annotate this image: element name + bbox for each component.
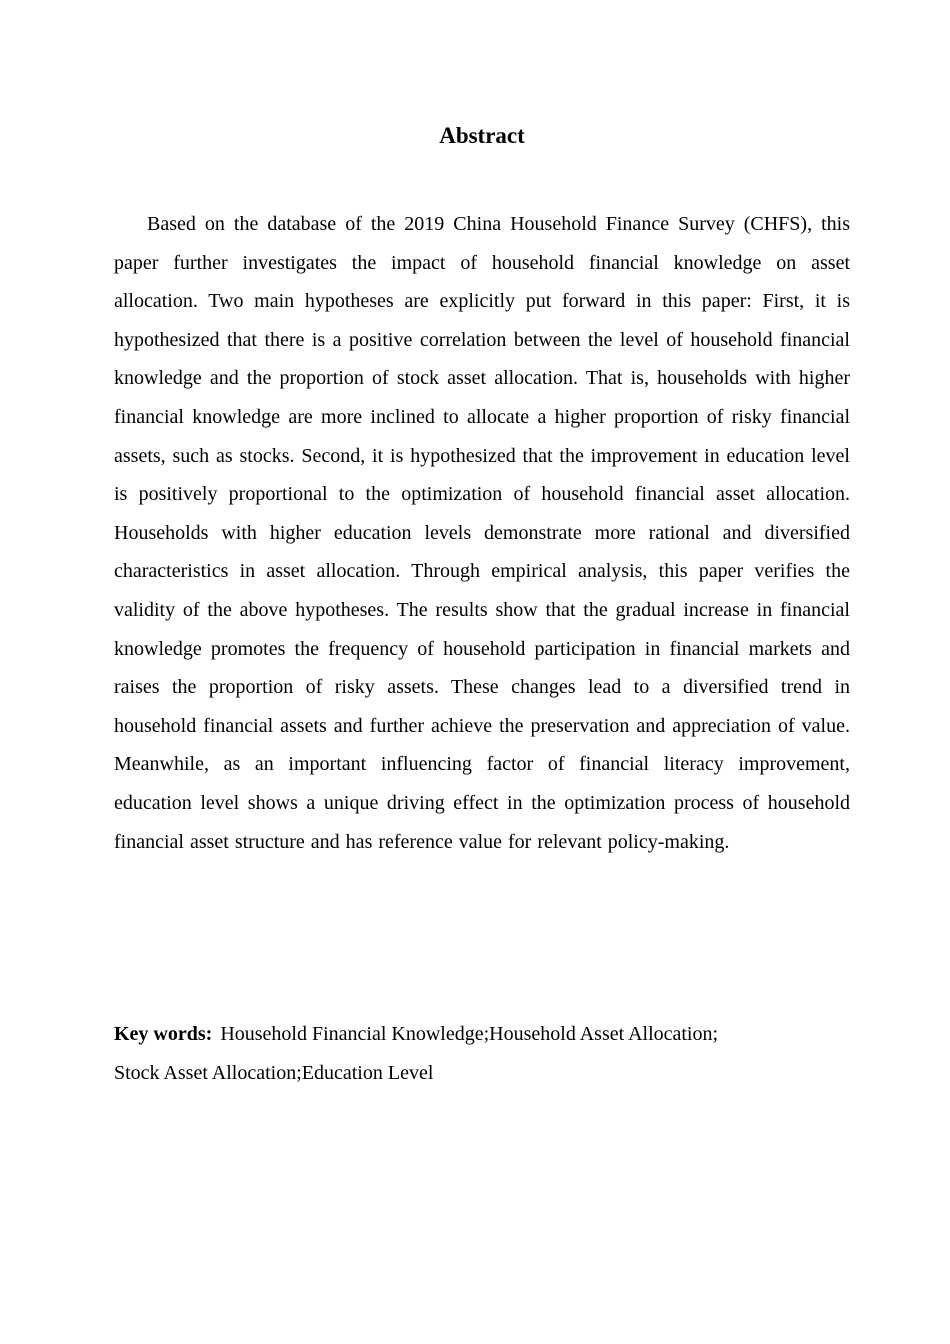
keywords-label: Key words:: [114, 1023, 213, 1045]
abstract-title: Abstract: [439, 123, 525, 148]
keywords-line-1: Household Financial Knowledge;Household Asset Allocation;: [220, 1023, 719, 1045]
keywords-section: [114, 1015, 850, 1092]
abstract-body: Based on the database of the 2019 China Household Finance Survey (CHFS), this paper further investigates the impact of household financial knowledge on asset allocation. Two main hypotheses are explicitly put forward in this paper: First, it is hypothesized that there is a positive correlation between the level of household financial knowledge and the proportion of stock asset allocation. That is, households with higher financial knowledge are more inclined to allocate a higher proportion of risky financial assets, such as stocks. Second, it is hypothesized that the improvement in education level is positively proportional to the optimization of household financial asset allocation. Households with higher education levels demonstrate more rational and diversified characteristics in asset allocation. Through empirical analysis, this paper verifies the validity of the above hypotheses. The results show that the gradual increase in financial knowledge promotes the frequency of household participation in financial markets and raises the proportion of risky assets. These changes lead to a diversified trend in household financial assets and further achieve the preservation and appreciation of value. Meanwhile, as an important influencing factor of financial literacy improvement, education level shows a unique driving effect in the optimization process of household financial asset structure and has reference value for relevant policy-making.: [114, 213, 850, 853]
keywords-line-2: Stock Asset Allocation;Education Level: [114, 1061, 434, 1084]
